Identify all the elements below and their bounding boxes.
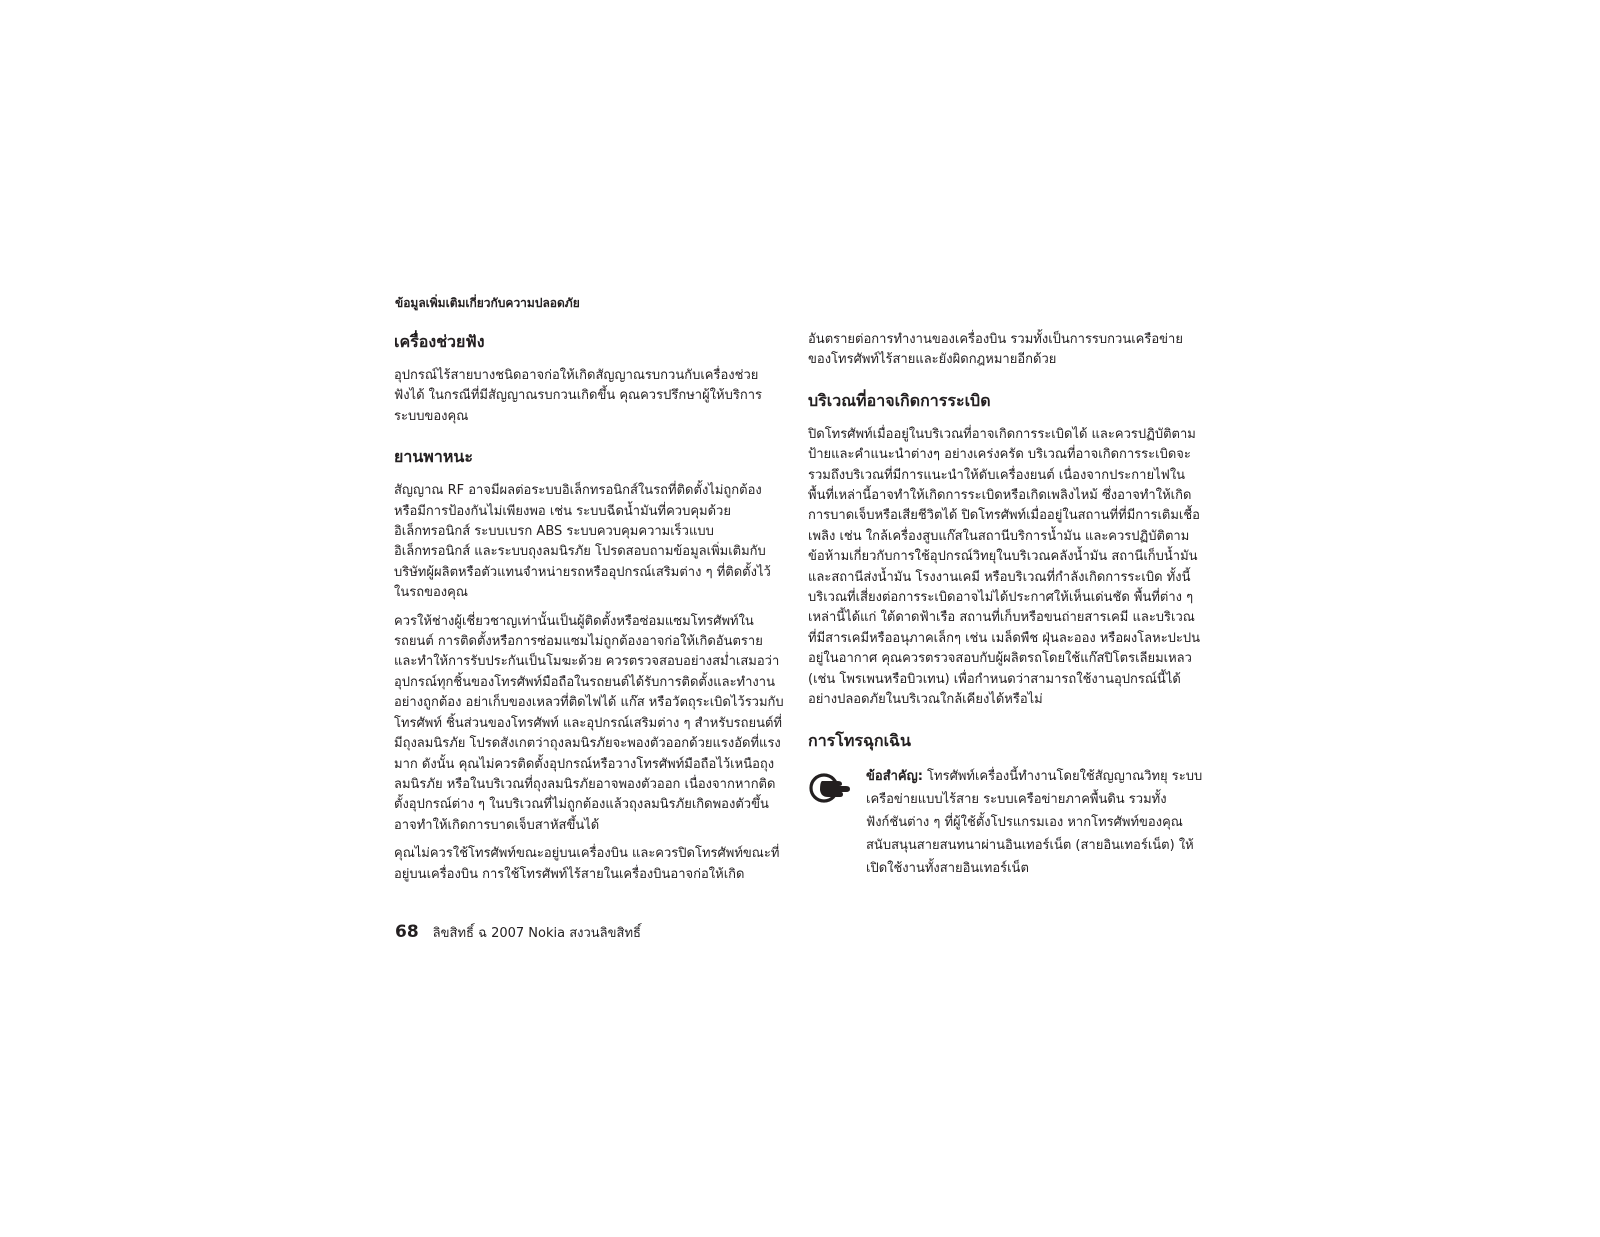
important-notice <box>808 765 1203 880</box>
paragraph: อุปกรณ์ไร้สายบางชนิดอาจก่อให้เกิดสัญญาณรบกวนกับเครื่องช่วยฟังได้ ในกรณีที่มีสัญญาณรบกวนเกิดขึ้น คุณควรปรึกษาผู้ให้บริการระบบของคุณ <box>394 368 762 424</box>
heading-emergency-calls: การโทรฉุกเฉิน <box>808 730 911 750</box>
notice-body: โทรศัพท์เครื่องนี้ทำงานโดยใช้สัญญาณวิทยุ ระบบเครือข่ายแบบไร้สาย ระบบเครือข่ายภาคพื้นดิน รวมทั้งฟังก์ชันต่าง ๆ ที่ผู้ใช้ตั้งโปรแกรมเอง หากโทรศัพท์ของคุณสนับสนุนสายสนทนาผ่านอินเทอร์เน็ต (สายอินเทอร์เน็ต) ให้เปิดใช้งานทั้งสายอินเทอร์เน็ต <box>866 768 1203 876</box>
paragraph: ปิดโทรศัพท์เมื่ออยู่ในบริเวณที่อาจเกิดการระเบิดได้ และควรปฏิบัติตามป้ายและคำแนะนำต่างๆ อย่างเคร่งครัด บริเวณที่อาจเกิดการระเบิดจะรวมถึงบริเวณที่มีการแนะนำให้ดับเครื่องยนต์ เนื่องจากประกายไฟในพื้นที่เหล่านี้อาจทำให้เกิดการระเบิดหรือเกิดเพลิงไหม้ ซึ่งอาจทำให้เกิดการบาดเจ็บหรือเสียชีวิตได้ ปิดโทรศัพท์เมื่ออยู่ในสถานที่ที่มีการเติมเชื้อเพลิง เช่น ใกล้เครื่องสูบแก๊สในสถานีบริการน้ำมัน และควรปฏิบัติตามข้อห้ามเกี่ยวกับการใช้อุปกรณ์วิทยุในบริเวณคลังน้ำมัน สถานีเก็บน้ำมันและสถานีส่งน้ำมัน โรงงานเคมี หรือบริเวณที่กำลังเกิดการระเบิด ทั้งนี้บริเวณที่เสี่ยงต่อการระเบิดอาจไม่ได้ประกาศให้เห็นเด่นชัด พื้นที่ต่าง ๆ เหล่านี้ได้แก่ ใต้ดาดฟ้าเรือ สถานที่เก็บหรือขนถ่ายสารเคมี และบริเวณที่มีสารเคมีหรืออนุภาคเล็กๆ เช่น เมล็ดพืช ฝุ่นละออง หรือผงโลหะปะปนอยู่ในอากาศ คุณควรตรวจสอบกับผู้ผลิตรถโดยใช้แก๊สปิโตรเลียมเหลว (เช่น โพรเพนหรือบิวเทน) เพื่อกำหนดว่าสามารถใช้งานอุปกรณ์นี้ได้อย่างปลอดภัยในบริเวณใกล้เคียงได้หรือไม่ <box>808 426 1201 708</box>
notice-text <box>866 765 1203 880</box>
section-vehicles <box>394 445 784 885</box>
paragraph: คุณไม่ควรใช้โทรศัพท์ขณะอยู่บนเครื่องบิน และควรปิดโทรศัพท์ขณะที่อยู่บนเครื่องบิน การใช้โทรศัพท์ไร้สายในเครื่องบินอาจก่อให้เกิด <box>394 846 780 882</box>
running-header: ข้อมูลเพิ่มเติมเกี่ยวกับความปลอดภัย <box>395 296 580 310</box>
heading-vehicles: ยานพาหนะ <box>394 447 473 467</box>
important-hand-icon <box>808 771 852 805</box>
page-number: 68 <box>395 922 419 942</box>
paragraph: ควรให้ช่างผู้เชี่ยวชาญเท่านั้นเป็นผู้ติดตั้งหรือซ่อมแซมโทรศัพท์ในรถยนต์ การติดตั้งหรือการซ่อมแซมไม่ถูกต้องอาจก่อให้เกิดอันตรายและทำให้การรับประกันเป็นโมฆะด้วย ควรตรวจสอบอย่างสม่ำเสมอว่าอุปกรณ์ทุกชิ้นของโทรศัพท์มือถือในรถยนต์ได้รับการติดตั้งและทำงานอย่างถูกต้อง อย่าเก็บของเหลวที่ติดไฟได้ แก๊ส หรือวัตถุระเบิดไว้รวมกับโทรศัพท์ ชิ้นส่วนของโทรศัพท์ และอุปกรณ์เสริมต่าง ๆ สำหรับรถยนต์ที่มีถุงลมนิรภัย โปรดสังเกตว่าถุงลมนิรภัยจะพองตัวออกด้วยแรงอัดที่แรงมาก ดังนั้น คุณไม่ควรติดตั้งอุปกรณ์หรือวางโทรศัพท์มือถือไว้เหนือถุงลมนิรภัย หรือในบริเวณที่ถุงลมนิรภัยอาจพองตัวออก เนื่องจากหากติดตั้งอุปกรณ์ต่าง ๆ ในบริเวณที่ไม่ถูกต้องแล้วถุงลมนิรภัยเกิดพองตัวขึ้นอาจทำให้เกิดการบาดเจ็บสาหัสขึ้นได้ <box>394 613 784 833</box>
heading-explosive-areas: บริเวณที่อาจเกิดการระเบิด <box>808 390 991 410</box>
notice-label: ข้อสำคัญ: <box>866 768 923 784</box>
section-explosive-areas <box>808 389 1203 711</box>
section-emergency-calls <box>808 729 1203 880</box>
heading-hearing-aids: เครื่องช่วยฟัง <box>394 332 485 351</box>
paragraph: อันตรายต่อการทำงานของเครื่องบิน รวมทั้งเป็นการรบกวนเครือข่ายของโทรศัพท์ไร้สายและยังผิดกฎหมายอีกด้วย <box>808 332 1183 368</box>
paragraph: สัญญาณ RF อาจมีผลต่อระบบอิเล็กทรอนิกส์ในรถที่ติดตั้งไม่ถูกต้องหรือมีการป้องกันไม่เพียงพอ เช่น ระบบฉีดน้ำมันที่ควบคุมด้วยอิเล็กทรอนิกส์ ระบบเบรก ABS ระบบควบคุมความเร็วแบบอิเล็กทรอนิกส์ และระบบถุงลมนิรภัย โปรดสอบถามข้อมูลเพิ่มเติมกับบริษัทผู้ผลิตหรือตัวแทนจำหน่ายรถหรืออุปกรณ์เสริมต่าง ๆ ที่ติดตั้งไว้ในรถของคุณ <box>394 483 771 601</box>
page-footer <box>395 922 641 943</box>
section-continued <box>808 330 1203 371</box>
copyright-text: ลิขสิทธิ์ ฉ 2007 Nokia สงวนลิขสิทธิ์ <box>432 926 641 941</box>
left-column <box>394 330 784 903</box>
section-hearing-aids <box>394 330 784 427</box>
right-column <box>808 330 1203 898</box>
